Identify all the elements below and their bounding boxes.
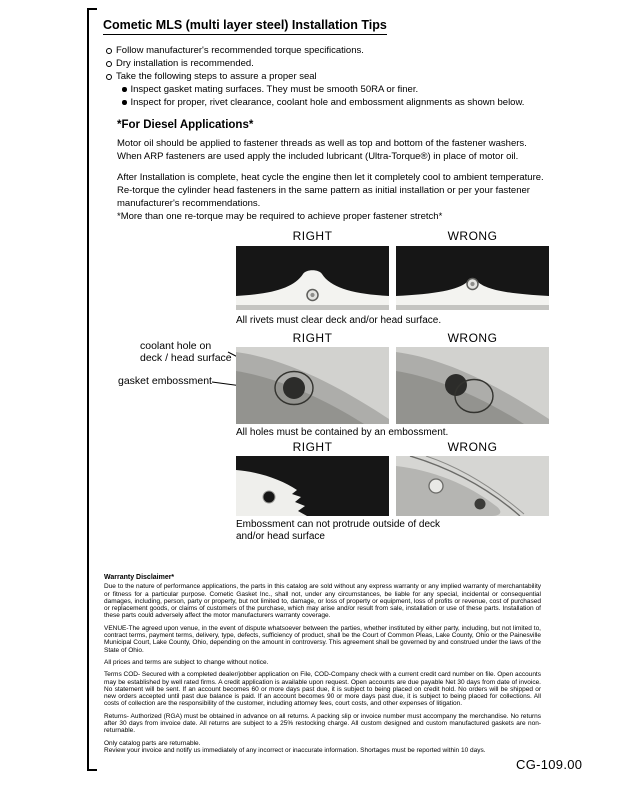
bullet-item [106, 44, 554, 57]
diesel-applications-heading: *For Diesel Applications* [117, 119, 254, 131]
legal-paragraph-warranty: Due to the nature of performance applications, the parts in this catalog are sold without any express warranty or any implied warranty of merchantability or fitness for a particular purpose. Cometic Gasket Inc., shall not, under any circumstances, be liable for any special, incidental or consequential damages, including, person, party or property, but not limited to, damage, or loss of property or equipment, loss of profits or revenue, cost of purchased or replacement goods, or claims of customers of the purchase, which may arise and/or result from sale, installation or use of these parts. Installation of these parts could adversely affect the motor manufacturers warranty coverage. [104, 583, 541, 620]
legal-paragraph-venue: VENUE-The agreed upon venue, in the event of dispute whatsoever between the parties, whether instituted by either party, including, but not limited to, contract terms, payment terms, delivery, type, defects, sufficiency of product, shall be the Court of Common Pleas, Lake County, Ohio or the Painesville Municipal Court, Lake County, Ohio, depending on the amount in controversy. This agreement shall be governed by and construed under the laws of the State of Ohio. [104, 624, 541, 654]
border-tick-bottom [87, 769, 97, 771]
filled-bullet-icon [122, 87, 127, 92]
page-title: Cometic MLS (multi layer steel) Installation Tips [103, 18, 387, 35]
fig3-caption-line2: and/or head surface [236, 531, 325, 542]
fig3-caption-line1: Embossment can not protrude outside of deck [236, 519, 441, 530]
fig2-caption: All holes must be contained by an embossment. [236, 427, 449, 438]
fig1-wrong-label: WRONG [447, 229, 498, 243]
open-bullet-icon [106, 61, 112, 67]
fig2-right-image [236, 347, 389, 424]
bullet-item [122, 83, 554, 96]
fig3-caption [236, 519, 440, 543]
filled-bullet-icon [122, 100, 127, 105]
fig1-right-image [236, 246, 389, 310]
fig3-wrong-label: WRONG [447, 440, 498, 454]
open-bullet-icon [106, 48, 112, 54]
bullet-text: Dry installation is recommended. [116, 58, 254, 69]
border-tick-top [87, 8, 97, 10]
bullet-text: Inspect for proper, rivet clearance, coolant hole and embossment alignments as shown below. [130, 97, 525, 108]
installation-tips-list [106, 44, 554, 109]
page-code: CG-109.00 [516, 757, 583, 772]
diesel-paragraph-1: Motor oil should be applied to fastener threads as well as top and bottom of the fastener washers. When ARP fasteners are used apply the included lubricant (Ultra-Torque®) in place of motor oil. [117, 138, 527, 162]
fig2-wrong-image [396, 347, 549, 424]
warranty-disclaimer-heading: Warranty Disclaimer* [104, 574, 175, 581]
fig3-right-label: RIGHT [292, 440, 333, 454]
callout-text: deck / head surface [140, 351, 232, 364]
fig3-right-image [236, 456, 389, 516]
gasket-embossment-callout: gasket embossment [118, 375, 212, 387]
legal-paragraph-review: Review your invoice and notify us immediately of any incorrect or inaccurate information. Shortages must be reported within 10 days. [104, 746, 486, 754]
fig3-wrong-image [396, 456, 549, 516]
legal-paragraph-returns: Returns- Authorized (RGA) must be obtained in advance on all returns. A packing slip or invoice number must accompany the merchandise. No returns after 30 days from invoice date. All returns are subject to a 25% restocking charge. All custom designed and custom manufactured gaskets are non-returnable. [104, 712, 541, 735]
fig1-caption: All rivets must clear deck and/or head surface. [236, 315, 442, 326]
callout-text: coolant hole on [140, 340, 212, 352]
fig1-wrong-image [396, 246, 549, 310]
bullet-text: Take the following steps to assure a proper seal [116, 71, 317, 82]
retorque-note: *More than one re-torque may be required to achieve proper fastener stretch* [117, 211, 443, 222]
legal-paragraph-only-catalog: Only catalog parts are returnable. [104, 739, 201, 747]
bullet-item [106, 57, 554, 70]
legal-paragraph-terms: Terms COD- Secured with a completed dealer/jobber application on File, COD-Company check with a current credit card number on file. Open accounts may be established by well rated firms. A credit application is available upon request. Open accounts are due payable Net 30 days from date of invoice. No statement will be sent. If an account becomes 60 or more days past due, it is subject to being placed on credit hold. No orders will be shipped or new orders accepted until past due balance is paid. If an account becomes 90 or more days past due, it is subject to being placed for collections. All costs of collection are the responsibility of the customer, including attorney fees, court costs, and other expenses of litigation. [104, 671, 541, 708]
bullet-item [106, 70, 554, 83]
open-bullet-icon [106, 74, 112, 80]
fig2-right-label: RIGHT [292, 331, 333, 345]
fig1-right-label: RIGHT [292, 229, 333, 243]
bullet-text: Inspect gasket mating surfaces. They must be smooth 50RA or finer. [130, 84, 419, 95]
left-border-rule [87, 8, 89, 771]
bullet-text: Follow manufacturer's recommended torque specifications. [116, 45, 364, 56]
legal-paragraph-prices: All prices and terms are subject to change without notice. [104, 658, 269, 666]
fig2-wrong-label: WRONG [447, 331, 498, 345]
diesel-paragraph-2: After Installation is complete, heat cycle the engine then let it completely cool to ambient temperature. Re-torque the cylinder head fasteners in the same pattern as initial installation or per your fastener manufacturer's recommendations. [117, 172, 544, 209]
legal-section [104, 574, 541, 754]
bullet-item [122, 96, 554, 109]
